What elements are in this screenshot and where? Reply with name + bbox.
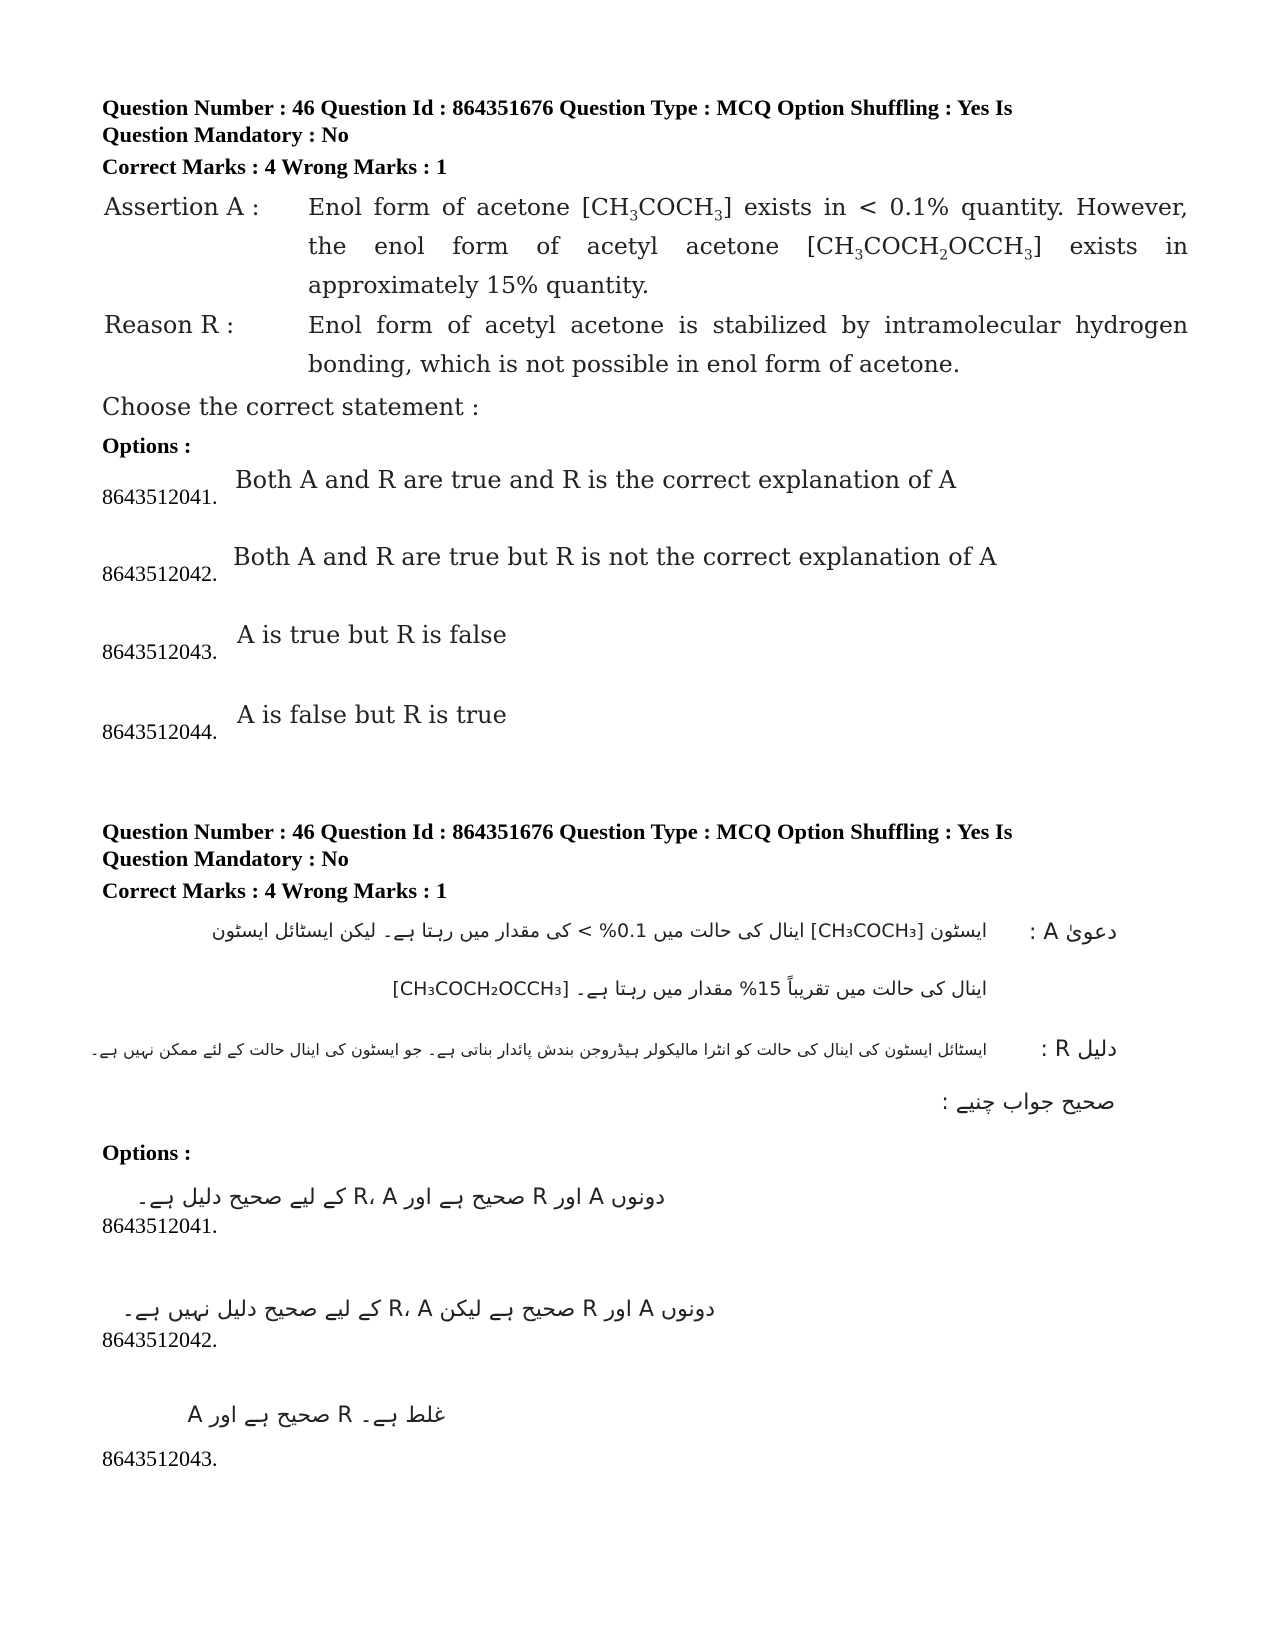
q2-assertion-line2: [CH₃COCH₂OCCH₃] اینال کی حالت میں تقریباً 15% مقدار میں رہتا ہے۔ [392, 978, 987, 1000]
q2-header-marks: Correct Marks : 4 Wrong Marks : 1 [102, 878, 448, 903]
q2-assertion-line1: ایسٹون [CH₃COCH₃] اینال کی حالت میں 0.1% > کی مقدار میں رہتا ہے۔ لیکن ایسٹائل ایسٹون [211, 920, 987, 942]
q2-reason-label: دلیل R : [1040, 1037, 1117, 1062]
q1-option-3-id: 8643512043. [102, 639, 218, 664]
q1-option-3-text[interactable]: A is true but R is false [237, 621, 507, 649]
q2-assertion-label: دعویٰ A : [1029, 920, 1117, 945]
q2-header-line1: Question Number : 46 Question Id : 864351676 Question Type : MCQ Option Shuffling : Yes Is [102, 819, 1013, 844]
q1-assertion-label: Assertion A : [104, 193, 260, 221]
q1-options-label: Options : [102, 433, 192, 458]
q1-reason-label: Reason R : [104, 311, 235, 339]
q1-reason-text: Enol form of acetyl acetone is stabilized by intramolecular hydrogen bonding, which is not possible in enol form of acetone. [308, 311, 1188, 378]
q2-option-1-id: 8643512041. [102, 1213, 218, 1238]
q1-header-line1: Question Number : 46 Question Id : 864351676 Question Type : MCQ Option Shuffling : Yes Is [102, 95, 1013, 120]
q2-header-line2: Question Mandatory : No [102, 846, 349, 871]
q1-option-2-id: 8643512042. [102, 561, 218, 586]
q1-choose-statement: Choose the correct statement : [102, 393, 480, 421]
q1-header-line2: Question Mandatory : No [102, 122, 349, 147]
q2-option-3-id: 8643512043. [102, 1446, 218, 1471]
q2-options-label: Options : [102, 1140, 192, 1165]
q1-option-2-text[interactable]: Both A and R are true but R is not the correct explanation of A [233, 543, 997, 571]
q1-option-4-text[interactable]: A is false but R is true [237, 701, 507, 729]
q1-option-1-text[interactable]: Both A and R are true and R is the correct explanation of A [235, 466, 957, 494]
q1-assertion-text: Enol form of acetone $[CH_3COCH_3]$ exists in < 0.1% quantity. However, the enol form of acetyl acetone $[CH_3COCH_2OCCH_3]$ exists in approximately 15% quantity. [308, 193, 1188, 299]
q1-header-marks: Correct Marks : 4 Wrong Marks : 1 [102, 154, 448, 179]
q1-option-4-id: 8643512044. [102, 719, 218, 744]
q2-option-2-text[interactable]: دونوں A اور R صحیح ہے لیکن R، A کے لیے صحیح دلیل نہیں ہے۔ [121, 1297, 715, 1322]
q2-option-1-text[interactable]: دونوں A اور R صحیح ہے اور R، A کے لیے صحیح دلیل ہے۔ [136, 1185, 665, 1210]
q2-reason-line1: ایسٹائل ایسٹون کی اینال کی حالت کو انٹرا مالیکولر ہیڈروجن بندش پائدار بناتی ہے۔ جو ایسٹون کی اینال حالت کے لئے ممکن نہیں ہے۔ [89, 1040, 987, 1059]
q2-option-2-id: 8643512042. [102, 1327, 218, 1352]
q2-option-3-text[interactable]: A صحیح ہے اور R غلط ہے۔ [187, 1403, 445, 1428]
q1-option-1-id: 8643512041. [102, 484, 218, 509]
q2-choose-statement: صحیح جواب چنیے : [941, 1090, 1115, 1115]
